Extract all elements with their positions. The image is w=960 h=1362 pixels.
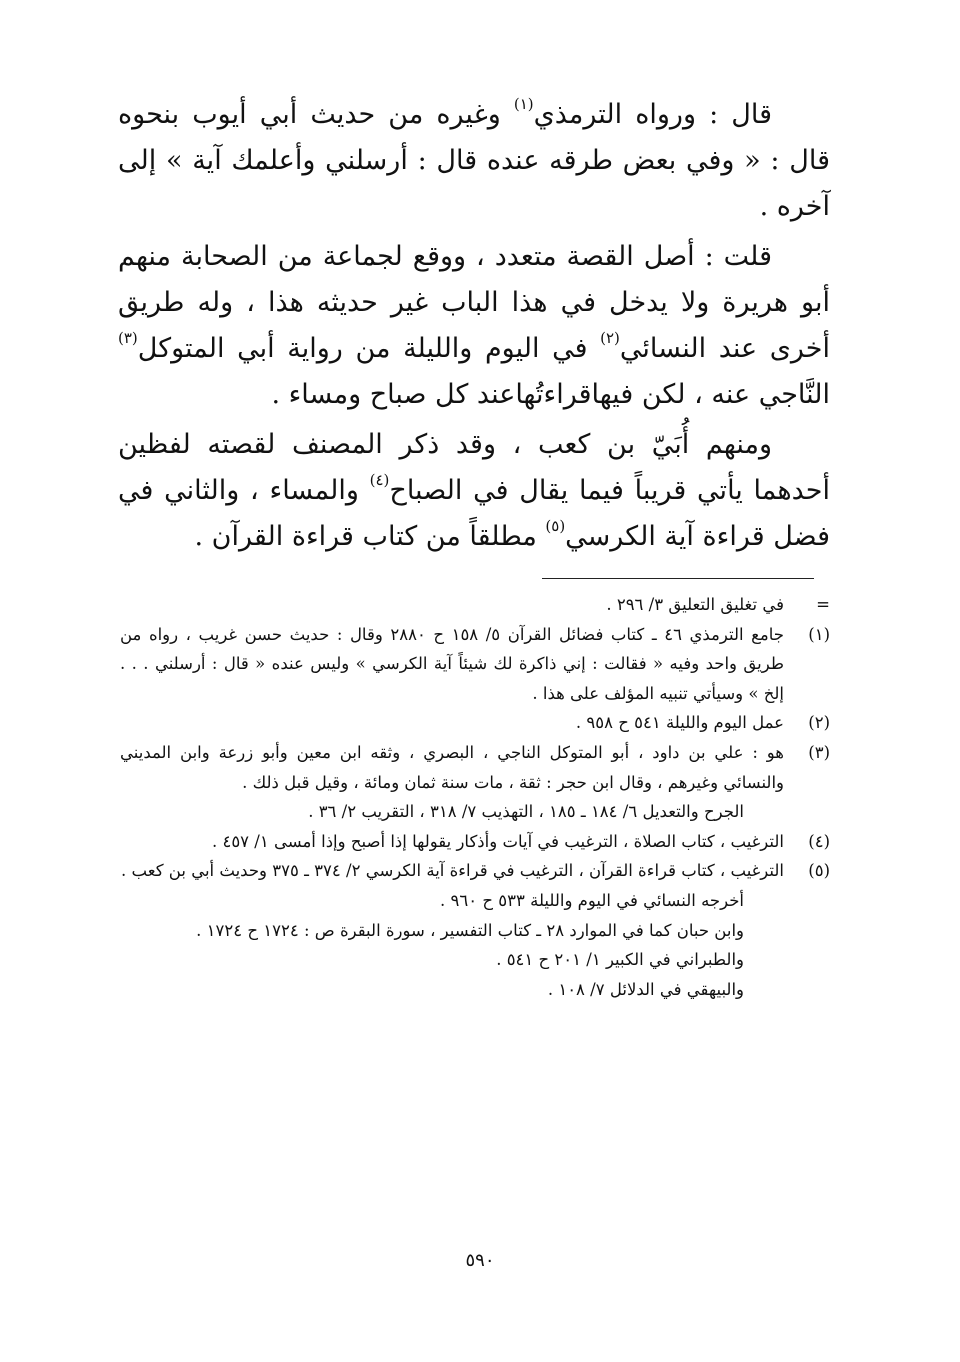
footnote-subline: وابن حبان كما في الموارد ٢٨ ـ كتاب التفسير ، سورة البقرة ص : ١٧٢٤ ح ١٧٢٤ . [196, 920, 744, 940]
text-run: والمساء ، والثاني في فضل قراءة آية الكرسي [118, 475, 830, 552]
footnote-body [120, 738, 784, 827]
footnote-1 [120, 620, 830, 709]
paragraph-1 [118, 92, 830, 230]
footnote-text: عمل اليوم والليلة ٥٤١ ح ٩٥٨ . [575, 713, 784, 733]
paragraph-2 [118, 234, 830, 418]
main-text [118, 92, 830, 564]
footnote-marker: = [816, 595, 830, 614]
footnote-text: في تغليق التعليق ٣/ ٢٩٦ . [606, 595, 784, 614]
footnote-4 [120, 827, 830, 857]
footnote-number: (٤) [808, 831, 830, 851]
footnote-ref-3[interactable]: (٣) [118, 329, 138, 347]
page-number: ٥٩٠ [465, 1250, 495, 1271]
footnote-subline: الجرح والتعديل ٦/ ١٨٤ ـ ١٨٥ ، التهذيب ٧/ ٣١٨ ، التقريب ٢/ ٣٦ . [308, 802, 744, 822]
footnote-subline: والطبراني في الكبير ١/ ٢٠١ ح ٥٤١ . [496, 950, 744, 970]
footnote-3 [120, 738, 830, 827]
footnotes [120, 590, 830, 1004]
text-run: مطلقاً من كتاب قراءة القرآن . [194, 521, 546, 552]
footnote-text: الترغيب ، كتاب الصلاة ، الترغيب في آيات وأذكار يقولها إذا أصبح وإذا أمسى ١/ ٤٥٧ . [211, 831, 784, 851]
text-run: النَّاجي عنه ، لكن فيهاقراءتُهاعند كل صباح ومساء . [271, 379, 830, 410]
text-run: ومنهم أُبَيّ بن كعب ، وقد ذكر المصنف لقصته لفظين أحدهما يأتي قريباً فيما يقال في الصباح [118, 429, 830, 506]
footnote-text: الترغيب ، كتاب قراءة القرآن ، الترغيب في قراءة آية الكرسي ٢/ ٣٧٤ ـ ٣٧٥ وحديث أبي بن كعب . [121, 861, 784, 881]
footnote-number: (٥) [808, 861, 830, 881]
footnote-ref-1[interactable]: (١) [513, 95, 534, 113]
footnote-ref-2[interactable]: (٢) [600, 329, 620, 347]
text-run: في اليوم والليلة من رواية أبي المتوكل [137, 333, 601, 364]
paragraph-3 [118, 422, 830, 560]
text-run: وغيره من حديث أبي أيوب بنحوه قال : « وفي بعض طرقه عنده قال : أرسلني وأعلمك آية » إلى آخره . [118, 99, 830, 222]
footnote-text: جامع الترمذي ٤٦ ـ كتاب فضائل القرآن ٥/ ١٥٨ ح ٢٨٨٠ وقال : حديث حسن غريب ، رواه من طريق واحد وفيه « فقالت : إني ذاكرة لك شيئاً آية الكرسي » وليس عنده « قال : أرسلني . . . إلخ » وسيأتي تنبيه المؤلف على هذا . [120, 624, 784, 703]
footnote-text: هو : علي بن داود ، أبو المتوكل الناجي ، البصري ، وثقه ابن معين وأبو زرعة وابن المديني والنسائي وغيرهم ، وقال ابن حجر : ثقة ، مات سنة ثمان ومائة ، وقيل قبل ذلك . [120, 742, 784, 792]
footnote-subline: والبيهقي في الدلائل ٧/ ١٠٨ . [547, 979, 744, 999]
footnote-number: (١) [808, 624, 830, 644]
footnote-body [120, 856, 784, 1004]
text-run: قلت : أصل القصة متعدد ، ووقع لجماعة من الصحابة منهم أبو هريرة ولا يدخل في هذا الباب غير حديثه هذا ، وله طريق أخرى عند النسائي [118, 241, 830, 364]
footnote-5 [120, 856, 830, 1004]
footnote-separator [542, 578, 814, 579]
footnote-ref-5[interactable]: (٥) [545, 517, 566, 535]
footnote-continuation [120, 590, 830, 620]
footnote-2 [120, 708, 830, 738]
footnote-number: (٢) [808, 713, 830, 733]
footnote-number: (٣) [808, 742, 830, 762]
footnote-ref-4[interactable]: (٤) [369, 471, 390, 489]
text-run: قال : ورواه الترمذي [533, 99, 772, 130]
footnote-subline: أخرجه النسائي في اليوم والليلة ٥٣٣ ح ٩٦٠ . [440, 890, 744, 910]
